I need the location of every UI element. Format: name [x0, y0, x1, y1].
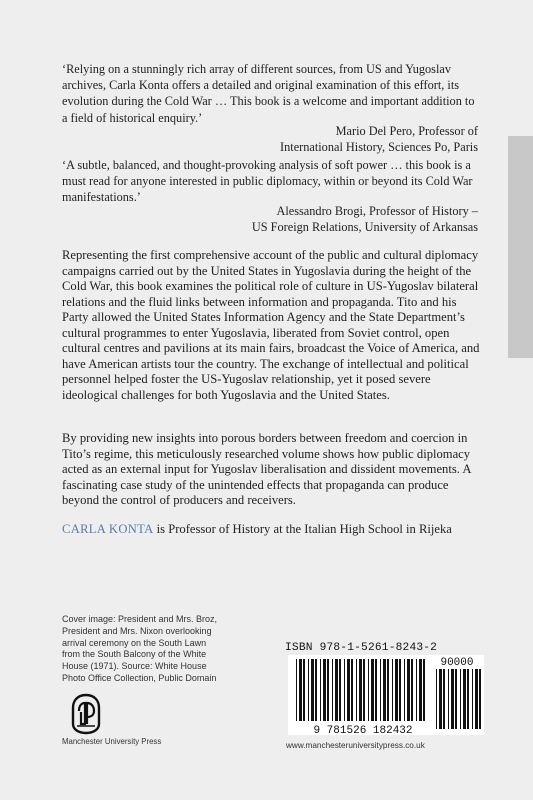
cover-image-caption: Cover image: President and Mrs. Broz, President and Mrs. Nixon overlooking arrival ceremony on the South Lawn from the South Balcony of the White House (1971). Source: White House Photo Office Collection, Public Domain: [62, 614, 218, 683]
barcode-bar: [392, 659, 393, 721]
endorsement-attribution-2: [178, 203, 478, 235]
endorsement-attribution-1: [218, 123, 478, 155]
barcode-bar: [296, 659, 297, 721]
endorsement-quote-2: ‘A subtle, balanced, and thought-provoking analysis of soft power … this book is a must read for anyone interested in public diplomacy, within or beyond its Cold War manifestations.’: [62, 158, 473, 205]
attribution-1-line-1: Mario Del Pero, Professor of: [335, 124, 478, 138]
barcode-bar: [356, 659, 357, 721]
barcode-bar: [448, 669, 449, 729]
barcode-bar: [411, 659, 413, 721]
attribution-2-line-1: Alessandro Brogi, Professor of History –: [276, 204, 478, 218]
isbn-label: ISBN 978-1-5261-8243-2: [285, 642, 438, 654]
barcode-bar: [327, 659, 329, 721]
barcode-bar: [380, 659, 381, 721]
barcode-bar: [332, 659, 333, 721]
barcode-bar: [347, 659, 350, 721]
barcode-bar: [439, 669, 442, 729]
barcode-bar: [387, 659, 389, 721]
barcode-bar: [383, 659, 386, 721]
barcode-bar: [472, 669, 473, 729]
description-paragraph-1: Representing the first comprehensive account of the public and cultural diplomacy campaigns carried out by the United States in Yugoslavia during the height of the Cold War, this book examines the political role of culture in US-Yugoslav bilateral relations and the fluid links between information and propaganda. Tito and his Party allowed the United States Information Agency and the State Department’s cultural programmes to enter Yugoslavia, liberated from Soviet control, open cultural centres and pavilions at its main fairs, broadcast the Voice of America, and have American artists tour the country. The exchange of intellectual and political personnel helped foster the US-Yugoslav relationship, yet it posed severe ideological challenges for both Yugoslavia and the United States.: [62, 248, 480, 402]
barcode-bar: [371, 659, 374, 721]
barcode-bar: [399, 659, 401, 721]
publisher-logo: [62, 693, 202, 746]
barcode-bar: [315, 659, 317, 721]
barcode-bar: [467, 669, 469, 729]
author-bio: [62, 522, 480, 538]
attribution-2-line-2: US Foreign Relations, University of Arkansas: [251, 220, 478, 235]
attribution-1-line-2: International History, Sciences Po, Paris: [280, 140, 478, 155]
isbn-barcode: [288, 655, 484, 735]
barcode-bar: [451, 669, 454, 729]
barcode-bar: [323, 659, 326, 721]
barcode-bar: [436, 669, 437, 729]
barcode-bar: [416, 659, 417, 721]
barcode-bar: [479, 669, 481, 729]
barcode-bar: [404, 659, 405, 721]
author-name: CARLA KONTA: [62, 522, 154, 536]
barcode-bar: [320, 659, 321, 721]
barcode-bar: [339, 659, 341, 721]
author-bio-text: is Professor of History at the Italian High School in Rijeka: [153, 522, 452, 536]
barcode-bar: [375, 659, 377, 721]
barcode-bar: [351, 659, 353, 721]
barcode-bar: [419, 659, 422, 721]
barcode-bar: [423, 659, 425, 721]
barcode-bar: [359, 659, 362, 721]
barcode-bar: [308, 659, 309, 721]
barcode-bar: [363, 659, 365, 721]
barcode-bar: [455, 669, 457, 729]
spine-band: [508, 136, 533, 358]
barcode-bar: [335, 659, 338, 721]
barcode-bar: [395, 659, 398, 721]
barcode-price-code: 90000: [440, 657, 474, 669]
barcode-bar: [475, 669, 478, 729]
barcode-bar: [344, 659, 345, 721]
description-paragraph-2: By providing new insights into porous borders between freedom and coercion in Tito’s regime, this meticulously researched volume shows how public diplomacy acted as an external input for Yugoslav liberalisation and dissident movements. A fascinating case study of the unintended effects that propaganda can produce beyond the control of producers and receivers.: [62, 431, 471, 507]
barcode-number: 9 781526 182432: [313, 725, 413, 735]
manchester-university-press-logo-icon: [70, 693, 102, 735]
publisher-website: www.manchesteruniversitypress.co.uk: [286, 741, 425, 750]
barcode-bar: [311, 659, 314, 721]
barcode-bar: [443, 669, 445, 729]
barcode-bar: [303, 659, 305, 721]
barcode-bar: [463, 669, 466, 729]
endorsement-quote-1: ‘Relying on a stunningly rich array of different sources, from US and Yugoslav archives, Carla Konta offers a detailed and original examination of this effort, its evolution during the Cold War … This book is a welcome and important addition to a field of historical enquiry.’: [62, 62, 475, 125]
barcode-bar: [368, 659, 369, 721]
barcode-bar: [407, 659, 410, 721]
barcode-bar: [299, 659, 302, 721]
publisher-name: Manchester University Press: [62, 737, 162, 746]
barcode-bar: [460, 669, 461, 729]
